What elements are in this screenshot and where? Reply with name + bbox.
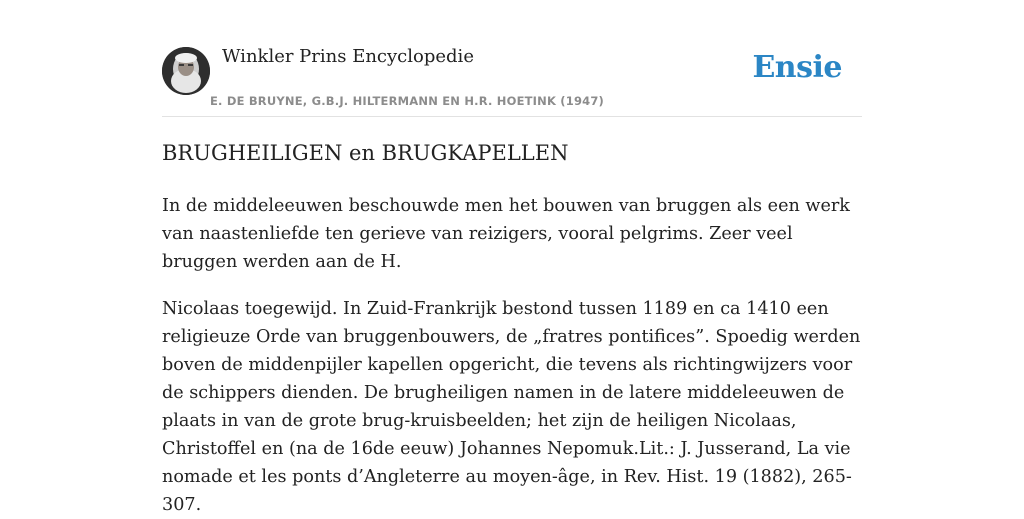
- source-header: [162, 0, 862, 117]
- article-title: BRUGHEILIGEN en BRUGKAPELLEN: [162, 141, 569, 165]
- portrait-image: [162, 47, 210, 95]
- page-container: [162, 0, 862, 515]
- author-avatar: [162, 47, 210, 95]
- article-paragraph: Nicolaas toegewijd. In Zuid-Frankrijk bestond tussen 1189 en ca 1410 een religieuze Orde van bruggenbouwers, de „fratres pontifices”. Spoedig werden boven de middenpijler kapellen opgericht, die tevens als richtingwijzers voor de schippers dienden. De brugheiligen namen in de latere middeleeuwen de plaats in van de grote brug-kruisbeelden; het zijn de heiligen Nicolaas, Christoffel en (na de 16de eeuw) Johannes Nepomuk.Lit.: J. Jusserand, La vie nomade et les ponts d’Angleterre au moyen-âge, in Rev. Hist. 19 (1882), 265-307.: [162, 299, 861, 515]
- article-paragraph: In de middeleeuwen beschouwde men het bouwen van bruggen als een werk van naastenliefde ten gerieve van reizigers, vooral pelgrims. Zeer veel bruggen werden aan de H.: [162, 196, 850, 272]
- source-title[interactable]: Winkler Prins Encyclopedie: [222, 46, 474, 67]
- ensie-logo-link[interactable]: Ensie: [752, 50, 842, 85]
- authors-line: E. DE BRUYNE, G.B.J. HILTERMANN EN H.R. HOETINK (1947): [210, 94, 605, 108]
